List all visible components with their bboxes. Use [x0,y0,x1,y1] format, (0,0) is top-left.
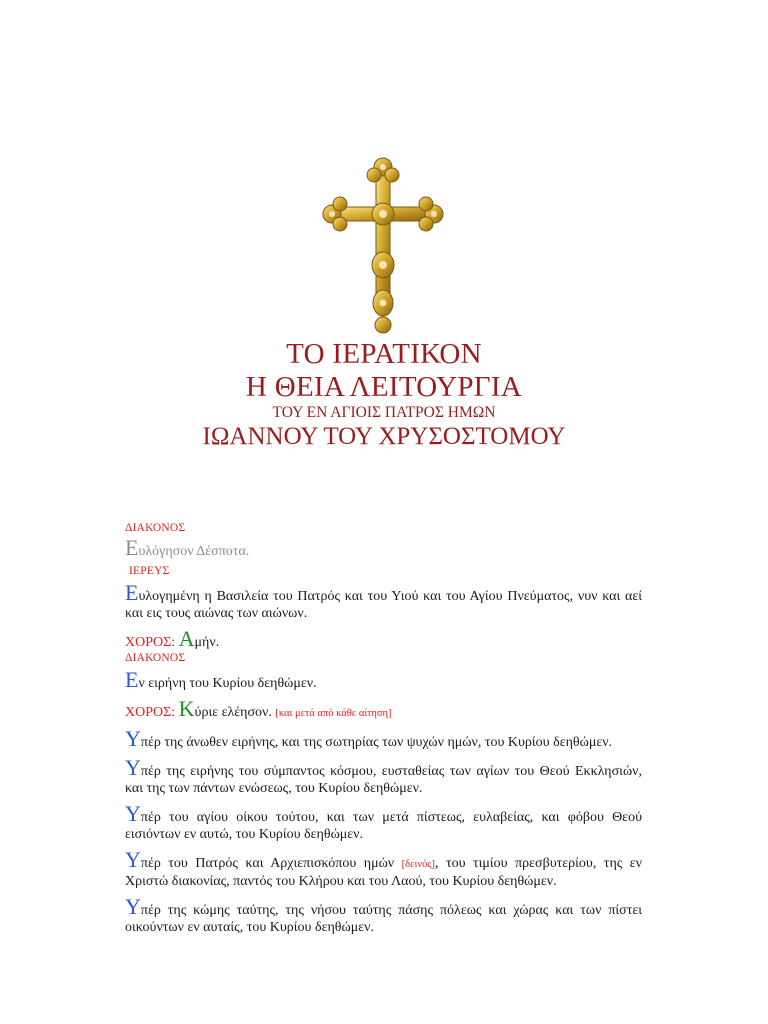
line-text: μήν. [194,635,220,650]
petition-3 [125,801,642,843]
title-line-1: ΤΟ ΙΕΡΑΤΙΚΟΝ [286,338,482,370]
deacon-line-1 [125,535,642,560]
petition-5 [125,894,642,936]
rubric-note: [δεινός] [401,859,435,870]
line-text: ύριε ελέησον. [194,705,272,720]
role-label-priest: ΙΕΡΕΥΣ [129,565,170,577]
role-label-deacon: ΔΙΑΚΟΝΟΣ [125,652,186,664]
choir-line-2 [125,696,642,722]
deacon-line-2 [125,667,642,692]
rubric-note: [και μετά από κάθε αίτηση] [275,708,392,719]
line-text: υλογημένη η Βασιλεία του Πατρός και του Υιού και του Αγίου Πνεύματος, νυν και αεί και εις τους αιώνας των αιώνων. [125,589,642,621]
line-text: πέρ του Πατρός και Αρχιεπισκόπου ημών [140,856,395,871]
initial-letter: Υ [125,894,141,919]
initial-letter: Κ [178,696,195,721]
line-text: πέρ της ειρήνης του σύμπαντος κόσμου, ευσταθείας των αγίων του Θεού Εκκλησιών, και της των πάντων ενώσεως, του Κυρίου δεηθώμεν. [125,764,642,796]
line-text: υλόγησον Δέσποτα. [138,544,250,559]
line-text: πέρ της άνωθεν ειρήνης, και της σωτηρίας των ψυχών ημών, του Κυρίου δεηθώμεν. [140,735,613,750]
initial-letter: Υ [125,726,141,751]
initial-letter: Α [178,626,195,651]
title-line-3: ΤΟΥ ΕΝ ΑΓΙΟΙΣ ΠΑΤΡΟΣ ΗΜΩΝ [272,404,496,421]
initial-letter: Υ [125,755,141,780]
initial-letter: Υ [125,801,141,826]
role-label-deacon: ΔΙΑΚΟΝΟΣ [125,522,186,534]
initial-letter: Ε [125,535,139,560]
role-label-choir: ΧΟΡΟΣ: [125,635,176,650]
line-text: πέρ του αγίου οίκου τούτου, και των μετά πίστεως, ευλαβείας, και φόβου Θεού εισιόντων εν αυτώ, του Κυρίου δεηθώμεν. [125,810,642,842]
title-line-4: ΙΩΑΝΝΟΥ ΤΟΥ ΧΡΥΣΟΣΤΟΜΟΥ [202,423,566,450]
title-block [0,338,768,452]
petition-1 [125,726,642,751]
title-line-2: Η ΘΕΙΑ ΛΕΙΤΟΥΡΓΙΑ [245,371,523,403]
liturgy-text [125,521,642,936]
ornate-cross-image [322,155,444,335]
choir-line-1 [125,626,642,651]
initial-letter: Ε [125,580,139,605]
petition-4 [125,847,642,890]
line-text: πέρ της κώμης ταύτης, της νήσου ταύτης πάσης πόλεως και χώρας και των πίστει οικούντων εν αυταίς, του Κυρίου δεηθώμεν. [125,903,642,935]
petition-2 [125,755,642,797]
line-text: ν ειρήνη του Κυρίου δεηθώμεν. [138,676,317,691]
line-text: , του τιμίου πρεσβυτερίου, της εν Χριστώ διακονίας, παντός του Κλήρου και του Λαού, του Κυρίου δεηθώμεν. [125,856,642,889]
role-label-choir: ΧΟΡΟΣ: [125,705,176,720]
initial-letter: Ε [125,667,139,692]
initial-letter: Υ [125,847,141,872]
priest-line [125,580,642,622]
